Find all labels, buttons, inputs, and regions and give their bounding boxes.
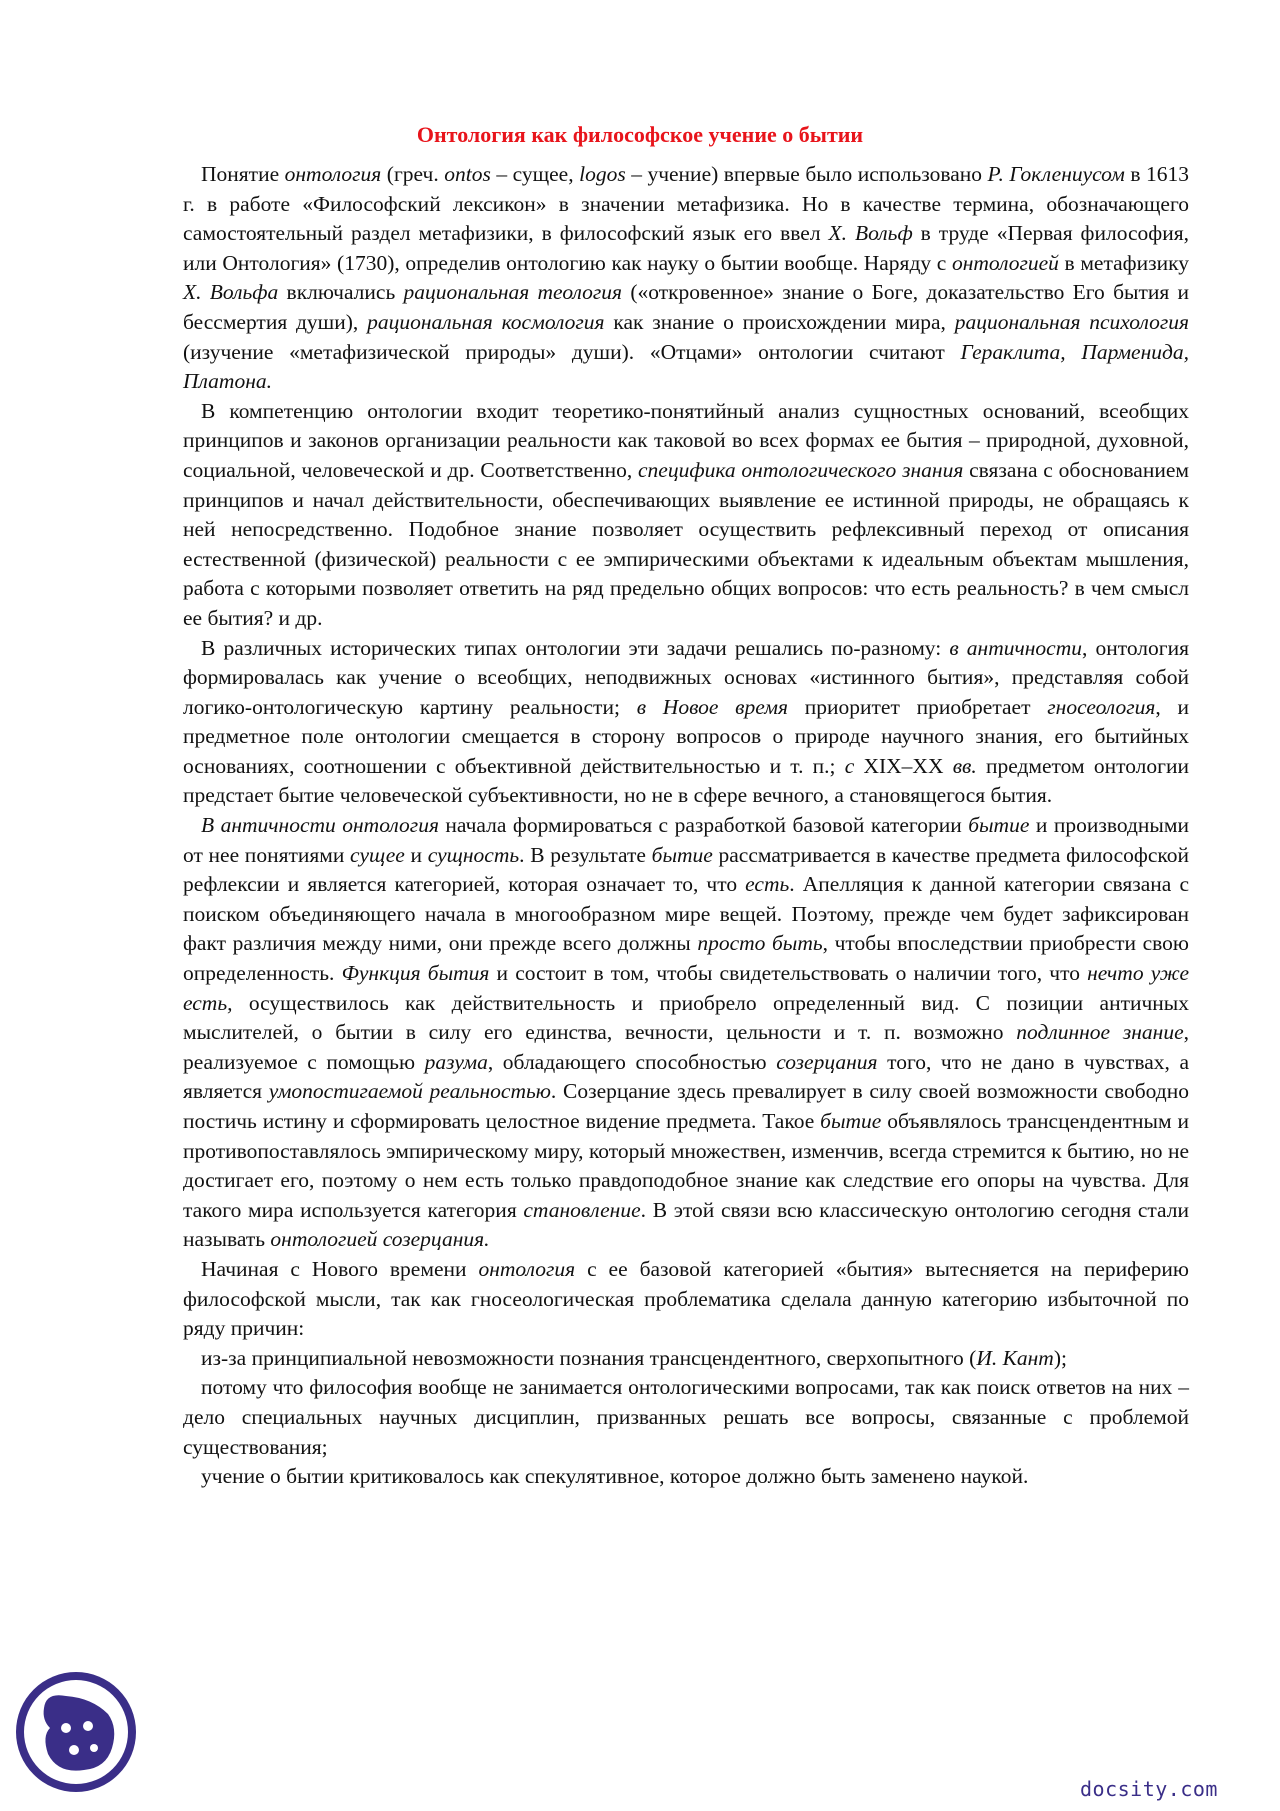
text: включались <box>278 280 404 305</box>
italic-term: сущность <box>427 842 520 867</box>
text: и производными от нее понятиями <box>183 813 1189 867</box>
text: и <box>404 842 428 867</box>
text: приоритет приобретает <box>787 694 1048 719</box>
docsity-logo-graphic <box>14 1670 138 1794</box>
italic-term: с <box>844 753 855 778</box>
list-item: потому что философия вообще не занимается онтологическими вопросами, так как поиск ответов на них – дело специальных научных дисциплин, призванных решать все вопросы, связанные с проблемой существования; <box>183 1375 1189 1459</box>
italic-term: Х. Вольфа <box>183 280 279 305</box>
text: в метафизику <box>1058 250 1189 275</box>
docsity-logo-icon[interactable] <box>14 1670 138 1794</box>
text: ); <box>1053 1345 1067 1370</box>
paragraph-4 <box>183 811 1189 1255</box>
italic-term: рациональная теология <box>403 280 623 305</box>
text: В компетенцию онтологии входит теоретико-понятийный анализ сущностных оснований, всеобщих принципов и законов организации реальности как таковой во всех формах ее бытия – природной, духовной, социальной, человеческой и др. Соответственно, <box>183 398 1189 482</box>
text: в труде «Первая философия, или Онтология» (1730), определив онтологию как науку о бытии вообще. Наряду с <box>183 221 1190 275</box>
text: и состоит в том, чтобы свидетельствовать о наличии того, что <box>489 961 1088 986</box>
italic-term: рациональная психология <box>954 309 1189 334</box>
italic-term: онтологией созерцания. <box>270 1227 490 1252</box>
text: Начиная с Нового времени <box>201 1256 479 1281</box>
text: . Созерцание здесь превалирует в силу своей возможности свободно постичь истину и сформировать целостное видение предмета. Такое <box>183 1079 1190 1133</box>
italic-term: онтологией <box>951 250 1059 275</box>
italic-term: специфика онтологического знания <box>638 457 964 482</box>
text: , чтобы впоследствии приобрести свою определенность. <box>183 931 1189 986</box>
text: Понятие <box>201 162 285 186</box>
italic-term: в античности <box>949 635 1082 660</box>
text: . В этой связи всю классическую онтологию сегодня стали называть <box>183 1197 1189 1252</box>
text: осуществилось как действительность и приобрело определенный вид. С позиции античных мыслителей, о бытии в силу его единства, вечности, цельности и т. п. возможно <box>183 990 1189 1045</box>
text: – учение) впервые было использовано <box>625 162 988 186</box>
text: . В результате <box>519 842 652 867</box>
italic-term: гносеология <box>1047 694 1156 719</box>
text: в 1613 г. в работе «Философский лексикон» в значении метафизика. Но в качестве термина, обозначающего самостоятельный раздел метафизики, в философский язык его ввел <box>183 162 1189 246</box>
text: объявлялось трансцендентным и противопоставлялось эмпирическому миру, который множествен, изменчив, всегда стремится к бытию, но не достигает его, поэтому о нем есть только правдоподобное знание как следствие его опоры на чувства. Для такого мира используется категория <box>183 1109 1189 1222</box>
italic-term: разума <box>424 1049 488 1074</box>
list-item: учение о бытии критиковалось как спекулятивное, которое должно быть заменено наукой. <box>201 1464 1029 1489</box>
text: , и предметное поле онтологии смещается в сторону вопросов о природе научного знания, его бытийных основаниях, соотношении с объективной действительностью и т. п.; <box>183 694 1189 778</box>
text: как знание о происхождении мира, <box>604 309 955 334</box>
document-body <box>183 160 1189 1492</box>
italic-term: становление <box>523 1197 641 1222</box>
italic-term: умопостигаемой реальностью <box>268 1079 551 1104</box>
italic-term: logos <box>579 162 626 186</box>
italic-term: созерцания <box>776 1049 878 1074</box>
italic-term: Функция бытия <box>341 961 490 986</box>
italic-term: просто быть <box>697 931 823 956</box>
paragraph-5 <box>183 1255 1189 1344</box>
text: предметом онтологии предстает бытие человеческой субъективности, но не в сфере вечного, а становящегося бытия. <box>183 753 1189 808</box>
italic-term: Х. Вольф <box>828 221 913 246</box>
text: с ее базовой категорией «бытия» вытесняется на периферию философской мысли, так как гносеологическая проблематика сделала данную категорию избыточной по ряду причин: <box>183 1256 1189 1341</box>
italic-term: подлинное знание <box>1016 1020 1184 1045</box>
watermark-link[interactable]: docsity.com <box>1080 1777 1218 1801</box>
text: (изучение «метафизической природы» души). «Отцами» онтологии считают <box>183 339 961 364</box>
italic-term: есть <box>745 872 790 897</box>
italic-term: бытие <box>820 1109 882 1133</box>
text: В различных исторических типах онтологии эти задачи решались по-разному: <box>201 635 950 660</box>
italic-term: сущее <box>350 842 405 867</box>
text: («откровенное» знание о Боге, доказательство Его бытия и бессмертия души), <box>183 280 1190 334</box>
italic-term: нечто уже есть, <box>183 961 1189 1015</box>
italic-term: онтология <box>284 162 382 186</box>
text: , реализуемое с помощью <box>183 1020 1189 1074</box>
italic-term: Р. Гоклениусом <box>987 162 1125 186</box>
italic-term: Гераклита, Парменида, Платона. <box>183 339 1190 394</box>
italic-term: бытие <box>968 813 1030 838</box>
italic-term: бытие <box>651 842 713 867</box>
italic-term: рациональная космология <box>367 309 605 334</box>
text: (греч. <box>381 162 445 186</box>
text: связана с обоснованием принципов и начал действительности, обеспечивающих выявление ее истинной природы, не обращаясь к ней непосредственно. Подобное знание позволяет осуществить рефлексивный переход от описания естественной (физической) реальности с ее эмпирическими объектами к идеальным объектам мышления, работа с которыми позволяет ответить на ряд предельно общих вопросов: что есть реальность? в чем смысл ее бытия? и др. <box>183 457 1189 630</box>
italic-term: И. Кант <box>976 1345 1054 1370</box>
text: , онтология формировалась как учение о всеобщих, неподвижных основах «истинного бытия», представляя собой логико-онтологическую картину реальности; <box>183 635 1189 719</box>
page-title: Онтология как философское учение о бытии <box>416 122 864 147</box>
italic-term: онтология <box>478 1256 576 1281</box>
text: из-за принципиальной невозможности познания трансцендентного, сверхопытного ( <box>201 1345 977 1370</box>
paragraph-1 <box>183 160 1189 397</box>
text: . Апелляция к данной категории связана с поиском объединяющего начала в многообразном мире вещей. Поэтому, прежде чем будет зафиксирован факт различия между ними, они прежде всего должны <box>183 872 1189 956</box>
text: начала формироваться с разработкой базовой категории <box>438 813 969 838</box>
paragraph-3 <box>183 634 1189 812</box>
list-item <box>183 1344 1189 1374</box>
italic-term: вв. <box>952 753 977 778</box>
italic-term: В античности онтология <box>201 813 439 838</box>
text: XIX–XX <box>854 753 953 778</box>
italic-term: в Новое время <box>636 694 788 719</box>
italic-term: ontos <box>444 162 491 186</box>
text: – сущее, <box>490 162 580 186</box>
text: того, что не дано в чувствах, а является <box>183 1049 1189 1104</box>
paragraph-2 <box>183 397 1189 634</box>
text: , обладающего способностью <box>487 1049 777 1074</box>
text: рассматривается в качестве предмета философской рефлексии и является категорией, которая означает то, что <box>183 842 1189 897</box>
